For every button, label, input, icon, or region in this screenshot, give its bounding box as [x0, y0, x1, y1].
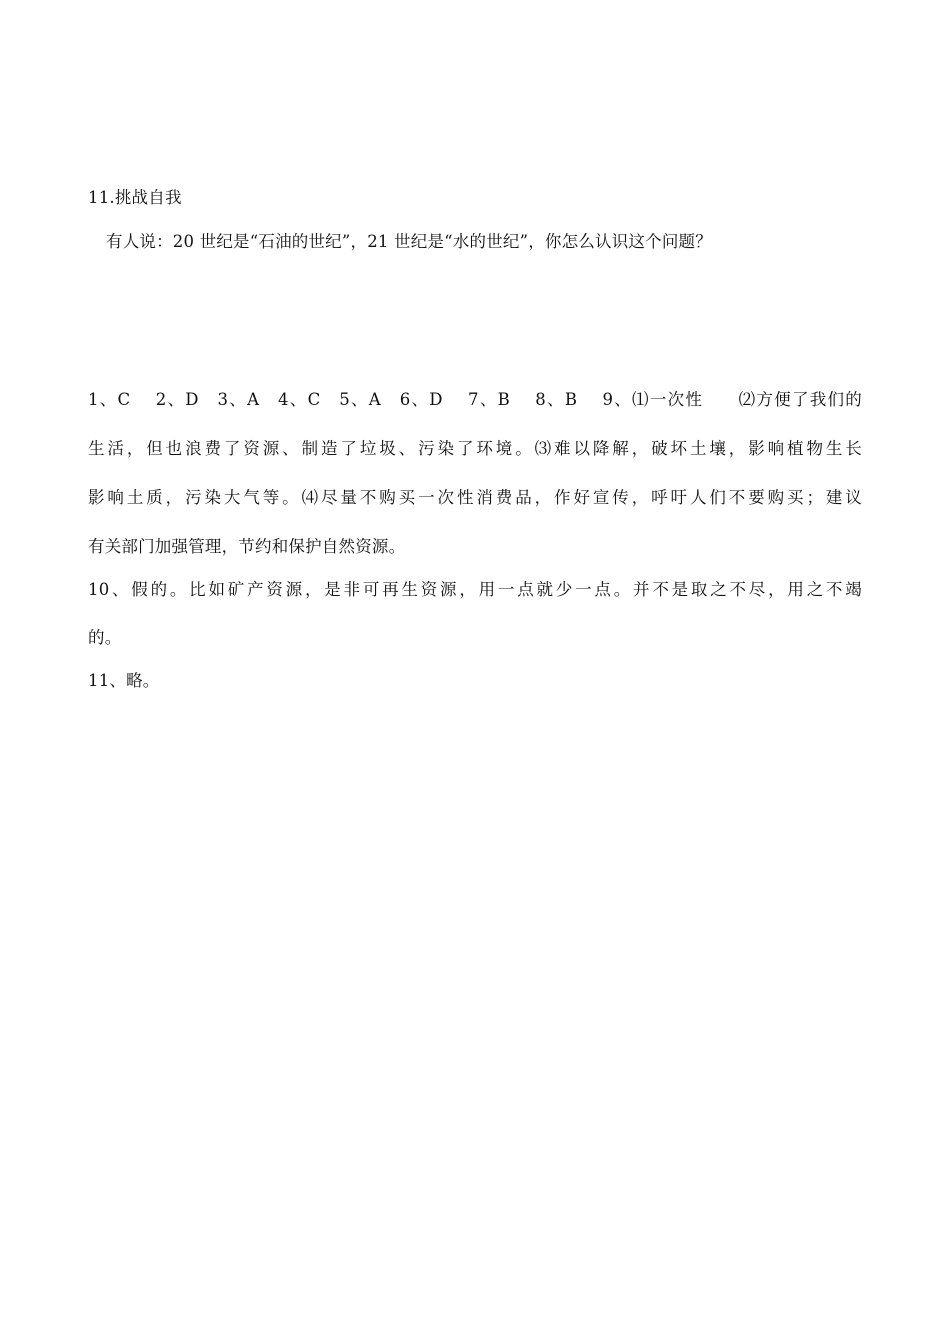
question-prompt: 有人说：20 世纪是“石油的世纪”，21 世纪是“水的世纪”，你怎么认识这个问题？ [106, 232, 712, 251]
answer-line-7: 11、略。 [88, 671, 160, 690]
answer-line-3: 影响土质，污染大气等。⑷尽量不购买一次性消费品，作好宣传，呼吁人们不要购买；建议 [88, 488, 862, 507]
answer-line-2: 生活，但也浪费了资源、制造了垃圾、污染了环境。⑶难以降解，破坏土壤，影响植物生长 [88, 439, 862, 458]
answer-line-6: 的。 [88, 628, 122, 647]
answer-line-1: 1、C 2、D 3、A 4、C 5、A 6、D 7、B 8、B 9、⑴一次性 ⑵方便了我们的 [88, 390, 862, 409]
question-heading: 11.挑战自我 [88, 188, 182, 207]
answer-line-5: 10、假的。比如矿产资源，是非可再生资源，用一点就少一点。并不是取之不尽，用之不竭 [88, 580, 862, 599]
answer-line-4: 有关部门加强管理，节约和保护自然资源。 [88, 537, 406, 556]
